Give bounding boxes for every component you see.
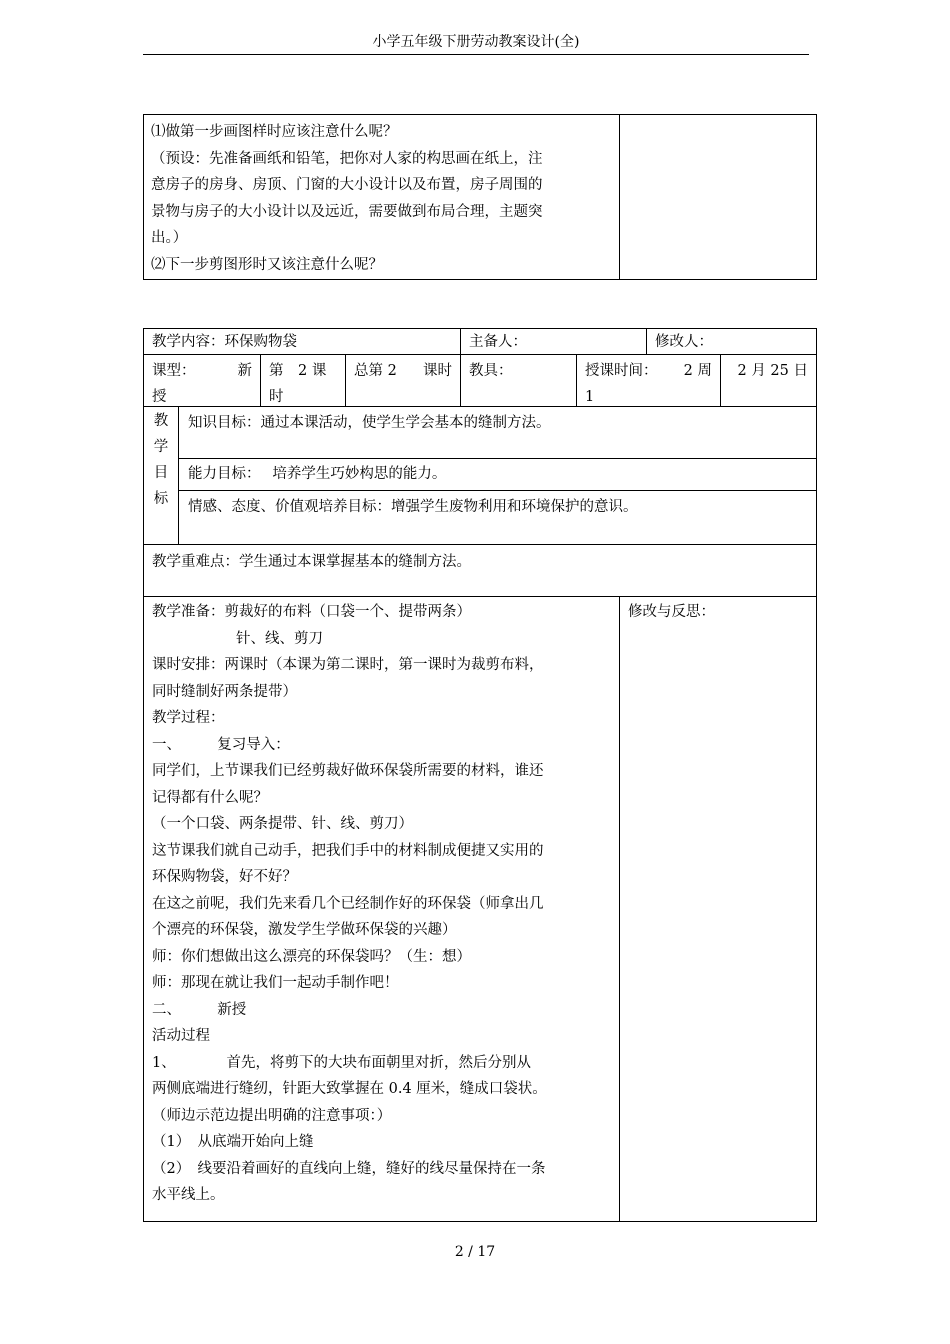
process-line: 针、线、剪刀 — [236, 630, 323, 647]
process-line: （一个口袋、两条提带、针、线、剪刀） — [152, 816, 413, 832]
time-week: 2 周 — [683, 363, 712, 379]
ability-objective: 能力目标： 培养学生巧妙构思的能力。 — [188, 466, 447, 482]
page-number: 2 / 17 — [454, 1244, 496, 1260]
row-line — [178, 458, 817, 459]
total-unit: 课时 — [423, 363, 452, 379]
time-day: 1 — [585, 389, 595, 405]
process-line: 在这之前呢，我们先来看几个已经制作好的环保袋（师拿出几 — [152, 895, 544, 912]
time-cell — [576, 354, 721, 407]
page-header: 小学五年级下册劳动教案设计(全) — [143, 33, 809, 55]
top-line: 景物与房子的大小设计以及远近，需要做到布局合理，主题突 — [151, 203, 543, 220]
knowledge-objective: 知识目标：通过本课活动，使学生学会基本的缝制方法。 — [188, 415, 551, 431]
top-line: ⑴做第一步画图样时应该注意什么呢？ — [151, 124, 398, 140]
total-cell — [345, 354, 461, 407]
label-char: 教 — [153, 413, 169, 429]
time-label: 授课时间： — [585, 363, 658, 379]
key-points-cell: 教学重难点：学生通过本课掌握基本的缝制方法。 — [143, 544, 817, 597]
column-divider — [619, 115, 620, 279]
process-line: 活动过程 — [152, 1028, 210, 1044]
process-line: 个漂亮的环保袋，激发学生学做环保袋的兴趣） — [152, 922, 457, 938]
type-label: 课型： — [152, 363, 196, 379]
emotion-objective: 情感、态度、价值观培养目标：增强学生废物利用和环境保护的意识。 — [188, 499, 638, 515]
process-line: 两侧底端进行缝纫，针距大致掌握在 0.4 厘米，缝成口袋状。 — [152, 1081, 547, 1097]
preparer-cell: 主备人： — [460, 328, 647, 355]
tools-cell: 教具： — [460, 354, 577, 407]
reflection-label: 修改与反思： — [628, 604, 715, 620]
type-value-2: 授 — [152, 389, 167, 405]
process-line: 师：你们想做出这么漂亮的环保袋吗？（生：想） — [152, 948, 471, 965]
period-cell — [260, 354, 346, 407]
type-cell — [143, 354, 261, 407]
objectives-label — [152, 408, 170, 512]
top-line: （预设：先准备画纸和铅笔，把你对人家的构思画在纸上，注 — [151, 150, 543, 167]
process-line: 一、 复习导入： — [152, 736, 290, 753]
type-value: 新 — [237, 363, 252, 379]
process-line: 1、 首先，将剪下的大块布面朝里对折，然后分别从 — [152, 1054, 531, 1071]
top-table-text — [144, 119, 618, 278]
period-value: 第 2 课 — [269, 363, 327, 379]
process-line: 同时缝制好两条提带） — [152, 683, 297, 700]
process-text — [152, 599, 614, 1209]
objectives-divider — [178, 406, 179, 545]
total-value: 总第 2 — [354, 363, 397, 379]
editor-cell: 修改人： — [646, 328, 817, 355]
label-char: 标 — [153, 491, 169, 507]
top-line: ⑵下一步剪图形时又该注意什么呢？ — [151, 256, 383, 273]
date-cell: 2 月 25 日 — [720, 354, 817, 407]
period-value-2: 时 — [269, 389, 284, 405]
process-line: 记得都有什么呢？ — [152, 789, 268, 806]
content-cell: 教学内容：环保购物袋 — [143, 328, 461, 355]
process-line: （2） 线要沿着画好的直线向上缝，缝好的线尽量保持在一条 — [152, 1160, 546, 1177]
process-line: 师：那现在就让我们一起动手制作吧！ — [152, 975, 399, 991]
process-line: 同学们，上节课我们已经剪裁好做环保袋所需要的材料，谁还 — [152, 763, 544, 779]
process-line: 这节课我们就自己动手，把我们手中的材料制成便捷又实用的 — [152, 842, 544, 859]
process-line: 二、 新授 — [152, 1001, 247, 1018]
process-line: 水平线上。 — [152, 1187, 225, 1203]
row-line — [178, 490, 817, 491]
process-line: 教学准备：剪裁好的布料（口袋一个、提带两条） — [152, 604, 471, 620]
process-line: （1） 从底端开始向上缝 — [152, 1134, 314, 1150]
process-line: 教学过程： — [152, 710, 225, 726]
label-char: 目 — [153, 465, 169, 481]
process-line: 课时安排：两课时（本课为第二课时，第一课时为裁剪布料， — [152, 657, 544, 673]
top-line: 意房子的房身、房顶、门窗的大小设计以及布置，房子周围的 — [151, 177, 543, 193]
top-line: 出。） — [151, 230, 188, 246]
process-line: （师边示范边提出明确的注意事项：） — [152, 1107, 392, 1124]
label-char: 学 — [153, 439, 169, 455]
process-line: 环保购物袋，好不好？ — [152, 869, 297, 885]
top-table — [143, 114, 817, 280]
process-divider — [619, 596, 620, 1222]
